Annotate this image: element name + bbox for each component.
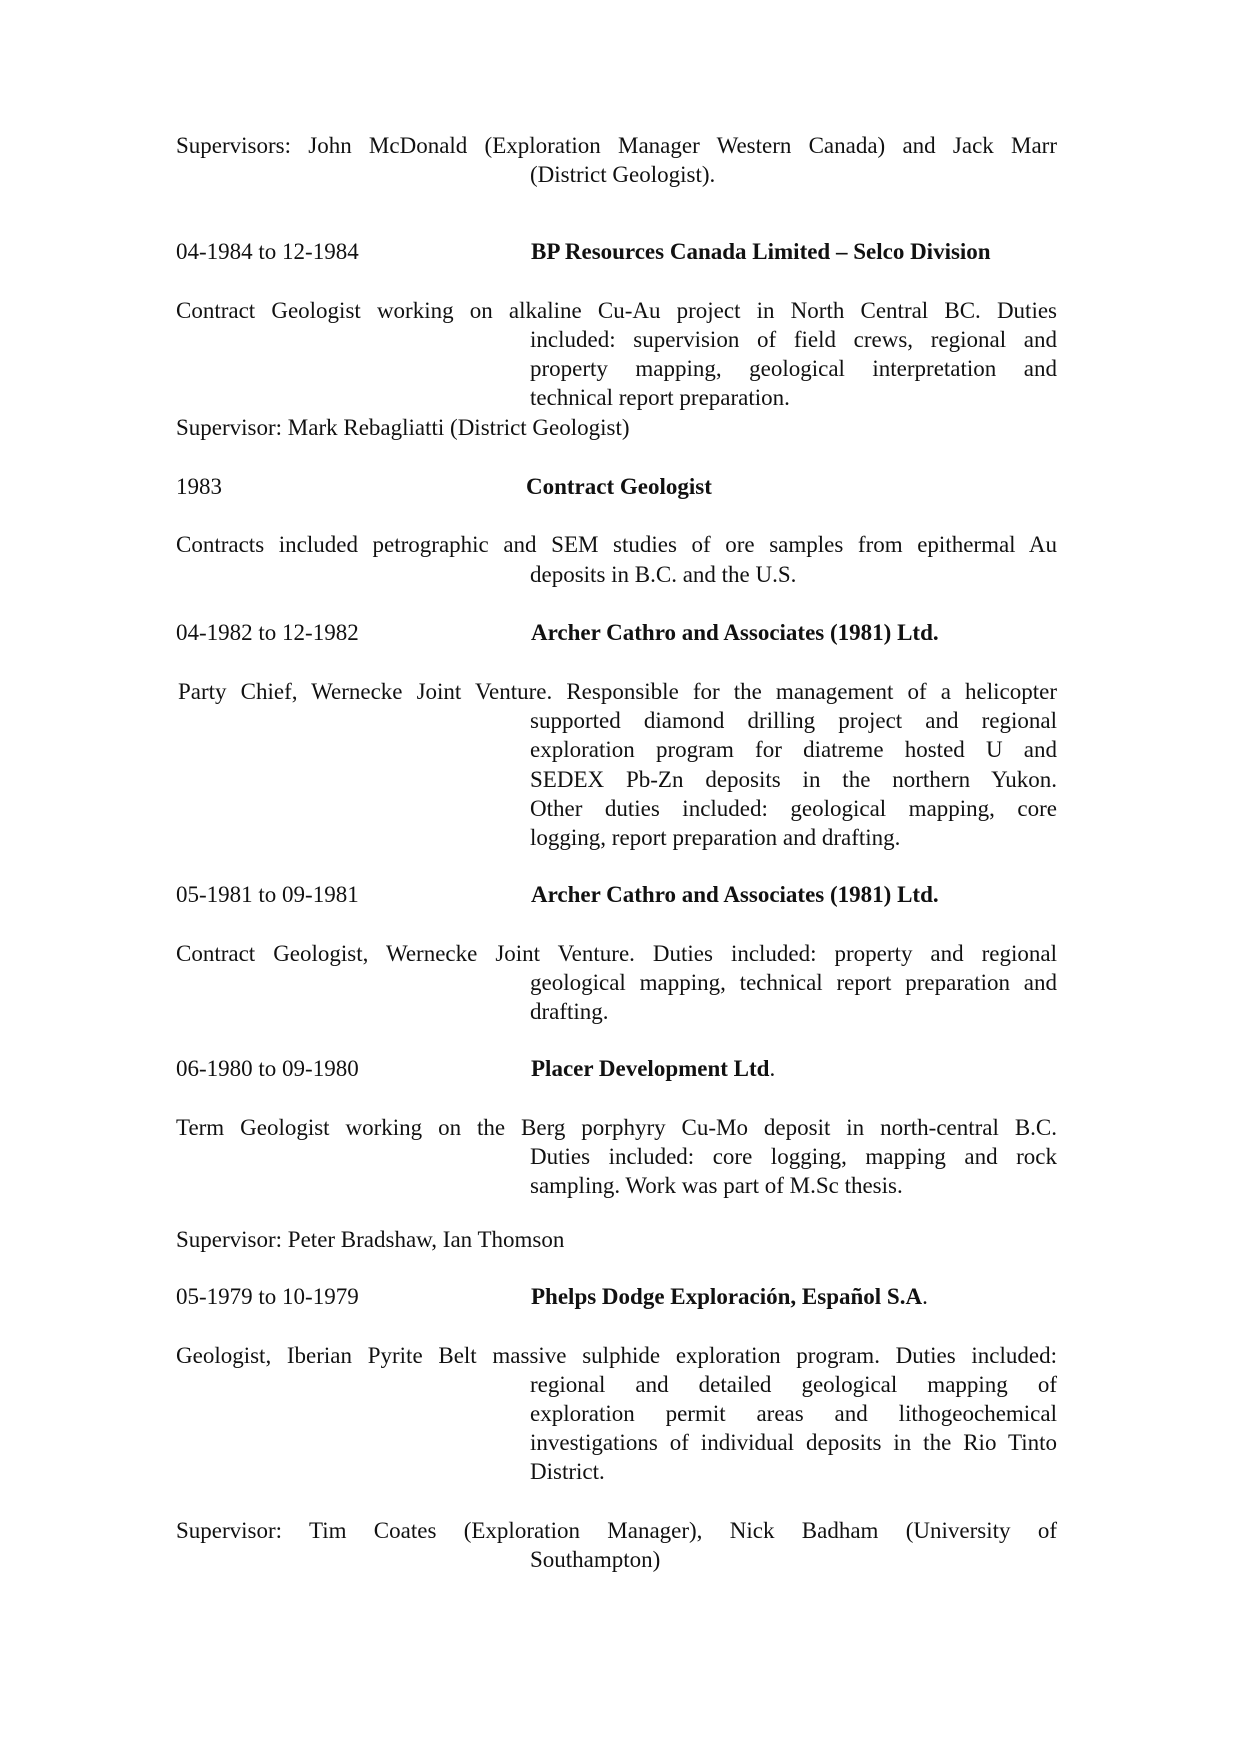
entry-description-line: deposits in B.C. and the U.S.	[530, 562, 797, 587]
employer-name: Placer Development Ltd	[531, 1056, 770, 1081]
entry-supervisor: Supervisor: Peter Bradshaw, Ian Thomson	[176, 1227, 565, 1252]
entry-description-line: Geologist, Iberian Pyrite Belt massive sulphide exploration program. Duties included:	[176, 1343, 1057, 1368]
entry-description-line: District.	[530, 1459, 605, 1484]
entry-date: 04-1982 to 12-1982	[176, 620, 359, 645]
entry-supervisor: Southampton)	[530, 1547, 661, 1572]
entry-employer: BP Resources Canada Limited – Selco Division	[531, 239, 991, 264]
entry-description-line: Contract Geologist working on alkaline Cu-Au project in North Central BC. Duties	[176, 298, 1057, 323]
entry-description-line: sampling. Work was part of M.Sc thesis.	[530, 1173, 903, 1198]
employer-suffix: .	[922, 1284, 928, 1309]
entry-date: 1983	[176, 474, 222, 499]
entry-description-line: technical report preparation.	[530, 385, 790, 410]
entry-employer: Contract Geologist	[526, 474, 712, 499]
employer-name: Phelps Dodge Exploración, Español S.A	[531, 1284, 923, 1309]
supervisors-line: (District Geologist).	[530, 162, 716, 187]
entry-description-line: investigations of individual deposits in the Rio Tinto	[530, 1430, 1057, 1455]
entry-description-line: geological mapping, technical report preparation and	[530, 970, 1057, 995]
employer-suffix: .	[769, 1056, 776, 1081]
entry-description-line: exploration program for diatreme hosted U and	[530, 737, 1057, 762]
entry-date: 04-1984 to 12-1984	[176, 239, 359, 264]
entry-description-line: supported diamond drilling project and regional	[530, 708, 1057, 733]
entry-description-line: exploration permit areas and lithogeochemical	[530, 1401, 1057, 1426]
entry-description-line: Contracts included petrographic and SEM studies of ore samples from epithermal Au	[176, 532, 1057, 557]
entry-employer	[531, 1054, 775, 1084]
entry-date: 05-1981 to 09-1981	[176, 882, 359, 907]
entry-description-line: drafting.	[530, 999, 609, 1024]
entry-date: 06-1980 to 09-1980	[176, 1056, 359, 1081]
supervisors-line: Supervisors: John McDonald (Exploration Manager Western Canada) and Jack Marr	[176, 133, 1057, 158]
entry-employer: Archer Cathro and Associates (1981) Ltd.	[531, 620, 939, 645]
entry-description-line: regional and detailed geological mapping of	[530, 1372, 1057, 1397]
entry-description-line: logging, report preparation and drafting.	[530, 825, 901, 850]
entry-description-line: property mapping, geological interpretation and	[530, 356, 1057, 381]
entry-description-line: Term Geologist working on the Berg porphyry Cu-Mo deposit in north-central B.C.	[176, 1115, 1057, 1140]
entry-description-line: Contract Geologist, Wernecke Joint Venture. Duties included: property and regional	[176, 941, 1057, 966]
entry-employer	[531, 1282, 928, 1312]
entry-description-line: Other duties included: geological mapping, core	[530, 796, 1057, 821]
entry-date: 05-1979 to 10-1979	[176, 1284, 359, 1309]
entry-description-line: included: supervision of field crews, regional and	[530, 327, 1057, 352]
entry-description-line: Party Chief, Wernecke Joint Venture. Responsible for the management of a helicopter	[178, 679, 1057, 704]
entry-supervisor: Supervisor: Mark Rebagliatti (District Geologist)	[176, 415, 630, 440]
entry-description-line: Duties included: core logging, mapping and rock	[530, 1144, 1057, 1169]
entry-description-line: SEDEX Pb-Zn deposits in the northern Yukon.	[530, 767, 1057, 792]
entry-employer: Archer Cathro and Associates (1981) Ltd.	[531, 882, 939, 907]
entry-supervisor: Supervisor: Tim Coates (Exploration Manager), Nick Badham (University of	[176, 1518, 1057, 1543]
